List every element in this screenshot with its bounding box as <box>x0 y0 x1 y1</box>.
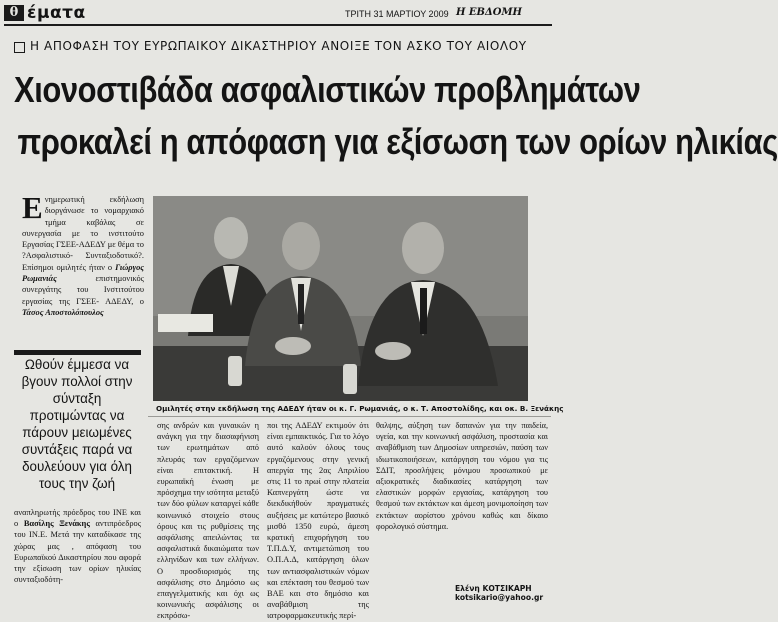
headline <box>14 64 778 168</box>
section-title: έματα <box>27 3 86 23</box>
intro-bold-name-1: Γιώργος Ρωμανιάς <box>22 262 144 284</box>
drop-cap: Ε <box>22 190 43 225</box>
body-left-bold-name: Βασίλης Ξενάκης <box>23 519 90 529</box>
intro-paragraph <box>22 190 144 318</box>
headline-line-2: προκαλεί η απόφαση για εξίσωση των ορίων ηλικίας <box>17 121 778 162</box>
caption-rule <box>148 416 551 417</box>
header-rule <box>4 24 552 26</box>
body-column-3: θαλψης, αύξηση των δαπανών για την παιδεία, υγεία, και την κοινωνική ασφάλιση, προστασία και αναβάθμιση των Δημοσίων υπηρεσιών, παύση των ιδιωτικοποιήσεων, κατάργηση του νόμου για τις ΣΔΙΤ, προσλήψεις μόνιμου προσωπικού με αξιοκρατικές διαδικασίες κατάργηση των ελαστικών μορφών εργασίας, κατάργηση του θεσμού των εκτάκτων και άμεση μονιμοποίηση των εκτάκτων αορίστου χρόνου καθώς και δίκαιο φορολογικό σύστημα. <box>376 421 548 531</box>
pull-quote: Ωθούν έμμεσα να βγουν πολλοί στην σύνταξη προτιμώντας να πάρουν μειωμένες συντάξεις παρά να δουλεύουν για όλη τους την ζωή <box>21 357 133 491</box>
issue-date: ΤΡΙΤΗ 31 ΜΑΡΤΙΟΥ 2009 <box>345 9 449 19</box>
headline-line-1: Χιονοστιβάδα ασφαλιστικών προβλημάτων <box>14 69 641 110</box>
intro-text-a: νημερωτική εκδήλωση διοργάνωσε το νομαρχιακό τμήμα καβάλας σε συνεργασία με το ινστιτούτο Εργασίας ΓΣΕΕ-ΑΔΕΔΥ με θέμα το ?Ασφαλιστικό- Συνταξιοδοτικό?. Επίσημοι ομιλητές ήταν ο <box>22 195 144 272</box>
photo-caption: Ομιλητές στην εκδήλωση της ΑΔΕΔΥ ήταν οι κ. Γ. Ρωμανιάς, ο κ. Τ. Αποστολίδης, και οκ. Β. Ξενάκης <box>156 404 564 413</box>
intro-text-b: επιστημονικός συνεργάτης του Ινστιτούτου εργασίας της ΓΣΕΕ- ΑΔΕΔΥ, ο <box>22 274 144 306</box>
body-column-2: ποι της ΑΔΕΔΥ εκτιμούν ότι είναι εμπαικτικός. Για το λόγο αυτό καλούν όλους τους εργαζόμενους στην γενική απεργία της 2ας Απριλίου στις 11 το πρωί στην πλατεία Καπνεργάτη ώστε να διεκδικήθούν πραγματικές αυξήσεις με κατώτερο βασικό μισθό 1350 ευρώ, άμεση κρατική επιχορήγηση του Τ.Π.Δ.Υ, αντιμετώπιση του Ο.Π.Α.Δ, κατάργηση όλων των αντιασφαλιστικών νόμων και επέκταση του θεσμού των ΒΑΕ και στο δημόσιο και αναβάθμιση της ιατροφαρμακευτικής περί- <box>267 421 369 621</box>
newspaper-name: Η ΕΒΔΟΜΗ <box>456 7 522 18</box>
kicker-square-icon <box>14 42 25 53</box>
pull-quote-rule <box>14 350 141 355</box>
event-photo <box>153 196 528 401</box>
body-column-1: σης ανδρών και γυναικών η ανάγκη για την διασαφήνιση των ερωτημάτων από πλευράς των εργαζόμενων είναι επιτακτική. Η ευρωπαϊκή ένωση με πρόσχημα την ισότητα μεταξύ των δύο φύλων καταργεί κάθε κοινωνικό στοιχείο στους όρους και τις ρυθμίσεις της ασφάλισης απειλώντας τα ασφαλιστικά δικαιώματα των ελληνίδων και των ελλήνων. Ο προσδιορισμός της ασφάλισης στο Δημόσιο ως επαγγελματικής και όχι ως κοινωνικής ασφάλισης οι εκπρόσω- <box>157 421 259 621</box>
author-email: kotsikario@yahoo.gr <box>455 593 544 602</box>
section-logo: θ <box>4 5 24 21</box>
speakers-photo-image <box>153 196 528 401</box>
body-paragraph-left <box>14 507 141 585</box>
kicker-line: Η ΑΠΟΦΑΣΗ ΤΟΥ ΕΥΡΩΠΑΙΚΟΥ ΔΙΚΑΣΤΗΡΙΟΥ ΑΝΟΙΞΕ ΤΟΝ ΑΣΚΟ ΤΟΥ ΑΙΟΛΟΥ <box>30 39 527 53</box>
body-left-text-a: αναπληρωτής πρόεδρος του ΙΝΕ και ο <box>14 508 141 529</box>
author-name: Ελένη ΚΟΤΣΙΚΑΡΗ <box>455 584 532 593</box>
body-left-text-b: αντιπρόεδρος του ΙΝ.Ε. Μετά την καταδίκασε της χώρας μας , απόφαση του Ευρωπαϊκού Δικαστηρίου που αφορά την εξίσωση των ορίων ηλικίας συνταξιοδότη- <box>14 519 142 585</box>
intro-bold-name-2: Τάσος Αποστολόπουλος <box>22 307 104 317</box>
